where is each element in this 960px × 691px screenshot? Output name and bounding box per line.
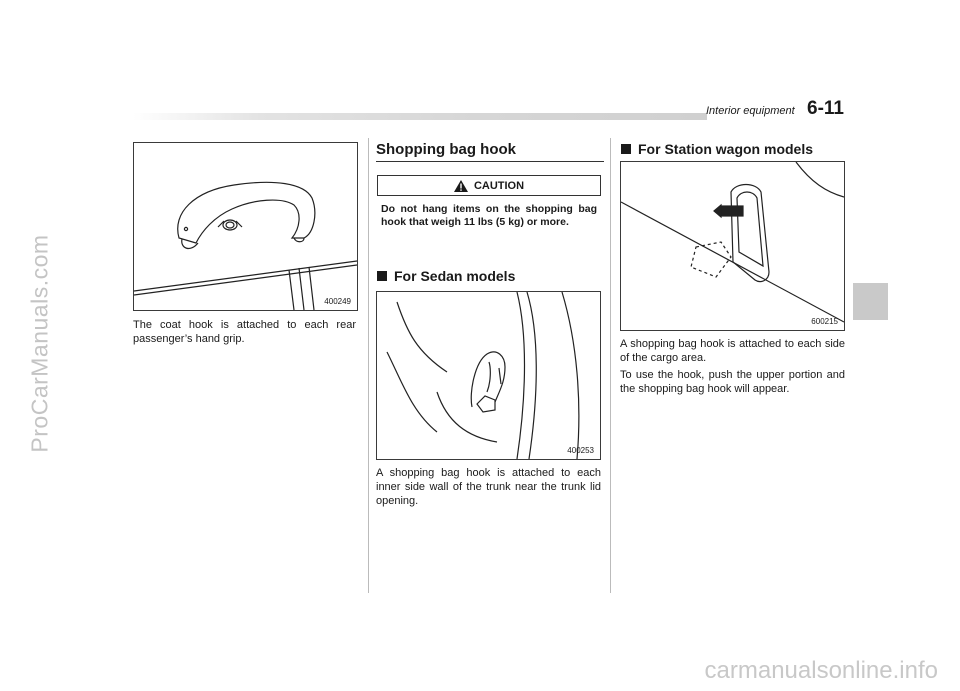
figure-id: 400249	[324, 297, 351, 306]
sedan-hook-illustration	[377, 292, 600, 459]
wagon-hook-text-2: To use the hook, push the upper portion and the shopping bag hook will appear.	[620, 369, 845, 395]
column-divider	[610, 138, 611, 593]
figure-id: 600215	[811, 317, 838, 326]
sedan-hook-figure	[376, 291, 601, 460]
figure-id: 400253	[567, 446, 594, 455]
wagon-hook-illustration	[621, 162, 844, 330]
chapter-thumb-tab	[853, 283, 888, 320]
square-bullet-icon	[377, 271, 387, 281]
header-rule	[133, 113, 707, 120]
sedan-subheading-text: For Sedan models	[394, 268, 516, 284]
caution-title-bar	[377, 175, 601, 196]
column-divider	[368, 138, 369, 593]
wagon-subheading	[621, 141, 813, 157]
coat-hook-figure	[133, 142, 358, 311]
page-number: 6-11	[807, 98, 844, 119]
wagon-hook-figure	[620, 161, 845, 331]
coat-hook-text: The coat hook is attached to each rear passenger’s hand grip.	[133, 319, 356, 345]
caution-text: Do not hang items on the shopping bag hook that weigh 11 lbs (5 kg) or more.	[381, 203, 597, 228]
warning-triangle-icon	[454, 180, 468, 192]
caution-title: CAUTION	[473, 179, 525, 192]
sedan-hook-text: A shopping bag hook is attached to each inner side wall of the trunk near the trunk lid opening.	[376, 467, 601, 507]
square-bullet-icon	[621, 144, 631, 154]
sedan-subheading	[377, 268, 515, 284]
wagon-subheading-text: For Station wagon models	[638, 141, 814, 157]
section-heading: Shopping bag hook	[376, 141, 604, 162]
bottom-watermark: carmanualsonline.info	[704, 657, 938, 684]
side-watermark: ProCarManuals.com	[26, 234, 53, 453]
wagon-hook-text-1: A shopping bag hook is attached to each side of the cargo area.	[620, 338, 845, 364]
coat-hook-illustration	[134, 143, 357, 310]
header-section-title: Interior equipment	[706, 105, 795, 117]
caution-box	[377, 175, 601, 252]
